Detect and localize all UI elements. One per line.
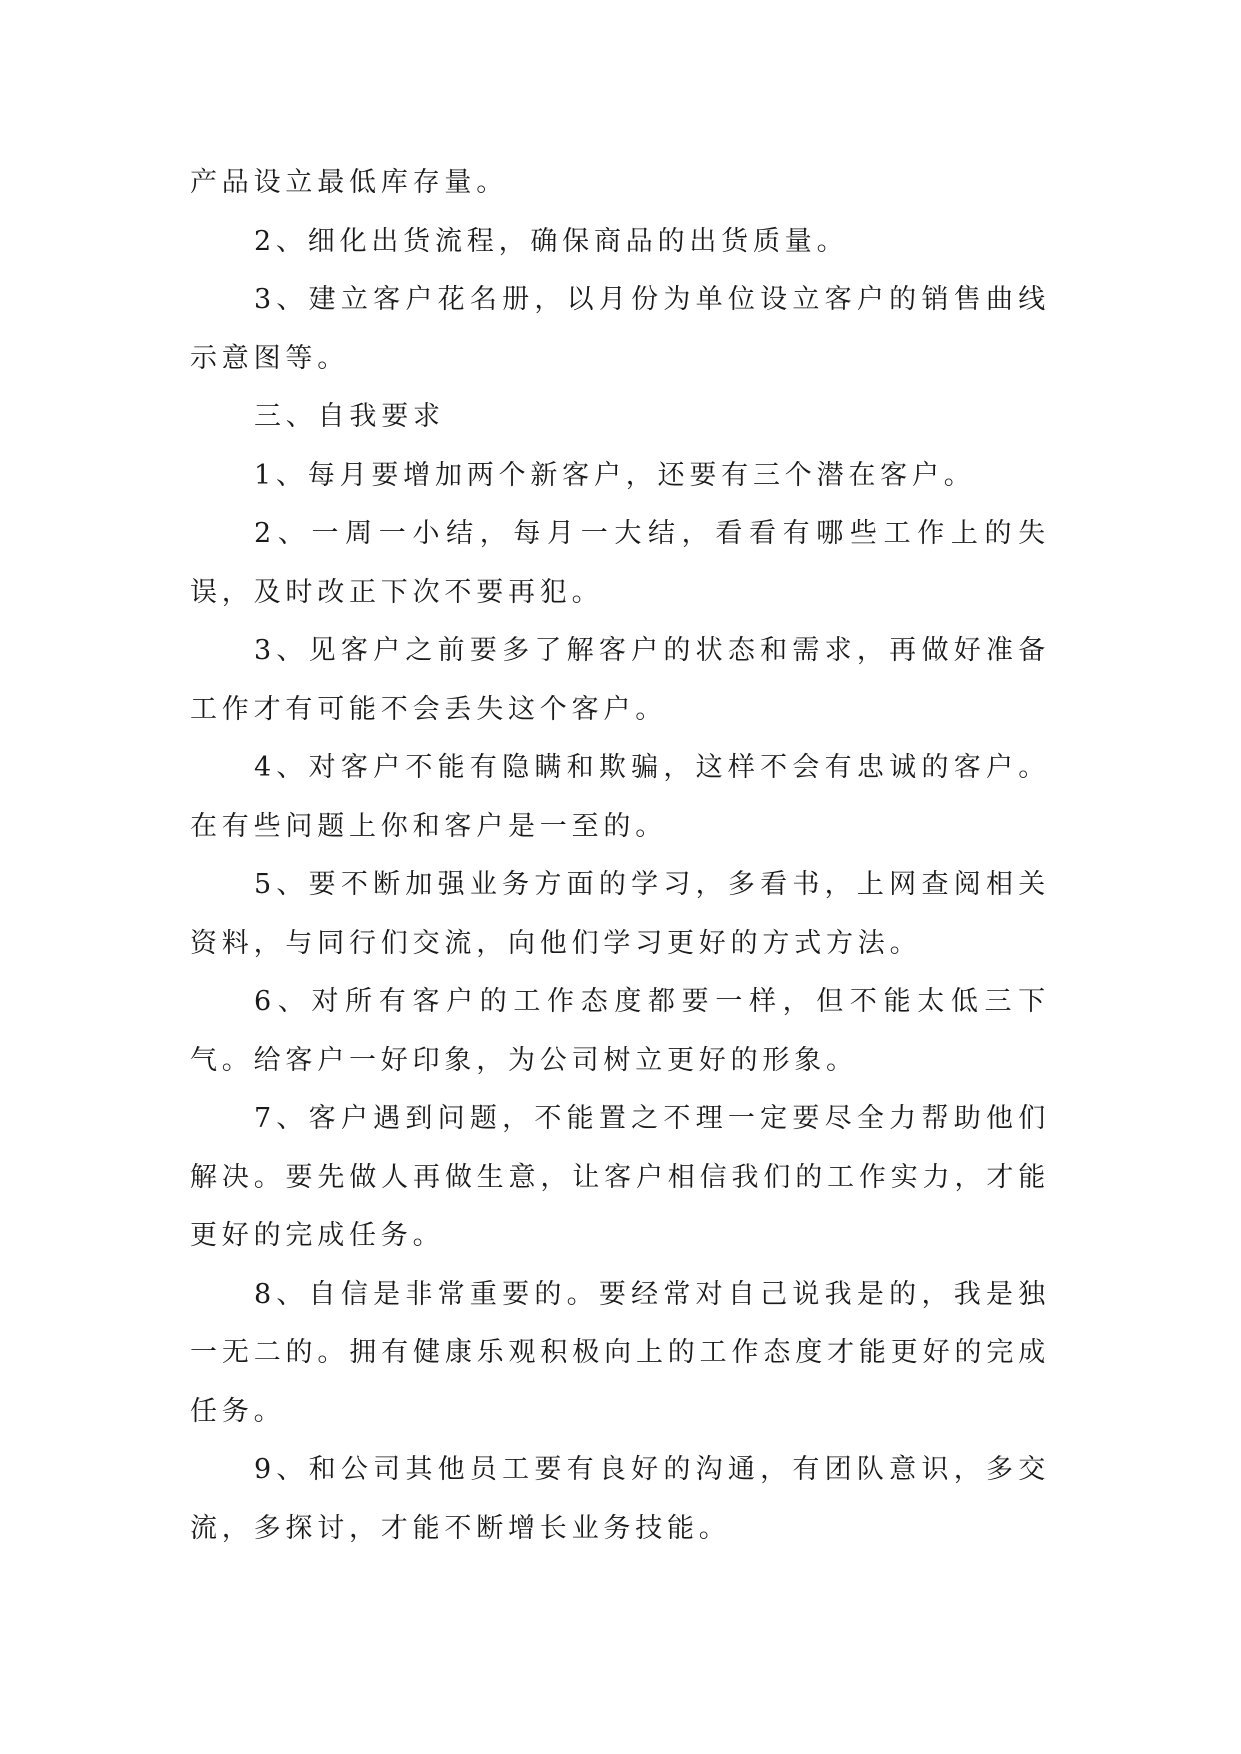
section-heading-self-requirements: 三、自我要求 [254,401,445,432]
paragraph-requirement-8: 8、自信是非常重要的。要经常对自己说我是的，我是独一无二的。拥有健康乐观积极向上的工作态度才能更好的完成任务。 [190,1278,1050,1427]
paragraph-continuation: 产品设立最低库存量。 [190,167,508,198]
paragraph-item-2-shipping: 2、细化出货流程，确保商品的出货质量。 [254,225,849,257]
paragraph-requirement-7: 7、客户遇到问题，不能置之不理一定要尽全力帮助他们解决。要先做人再做生意，让客户相信我们的工作实力，才能更好的完成任务。 [190,1103,1050,1251]
paragraph-requirement-4: 4、对客户不能有隐瞒和欺骗，这样不会有忠诚的客户。在有些问题上你和客户是一至的。 [190,752,1050,842]
paragraph-requirement-5: 5、要不断加强业务方面的学习，多看书，上网查阅相关资料，与同行们交流，向他们学习更好的方式方法。 [190,869,1050,959]
paragraph-requirement-1: 1、每月要增加两个新客户，还要有三个潜在客户。 [254,459,976,491]
paragraph-requirement-2: 2、一周一小结，每月一大结，看看有哪些工作上的失误，及时改正下次不要再犯。 [190,518,1050,608]
paragraph-requirement-3: 3、见客户之前要多了解客户的状态和需求，再做好准备工作才有可能不会丢失这个客户。 [190,635,1050,725]
paragraph-requirement-9: 9、和公司其他员工要有良好的沟通，有团队意识，多交流，多探讨，才能不断增长业务技能。 [190,1454,1050,1544]
document-body [190,154,1050,1558]
paragraph-requirement-6: 6、对所有客户的工作态度都要一样，但不能太低三下气。给客户一好印象，为公司树立更好的形象。 [190,986,1050,1076]
paragraph-item-3-customer-register: 3、建立客户花名册，以月份为单位设立客户的销售曲线示意图等。 [190,284,1050,374]
